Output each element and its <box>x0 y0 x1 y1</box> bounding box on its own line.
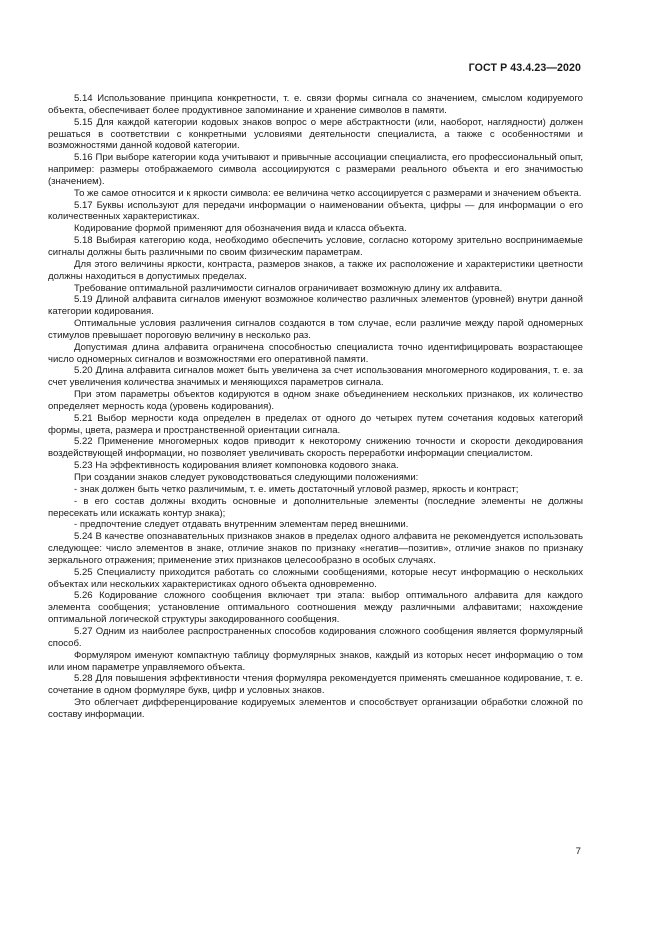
paragraph: Кодирование формой применяют для обозначения вида и класса объекта. <box>74 223 407 235</box>
paragraph: 5.18 Выбирая категорию кода, необходимо обеспечить условие, согласно которому зрительно воспринимаемые сигналы должны быть различными по своим физическим параметрам. <box>48 235 583 258</box>
paragraph: 5.16 При выборе категории кода учитывают и привычные ассоциации специалиста, его профессиональный опыт, например: размеры отображаемого символа ассоциируются с размерами реального объекта и его значимостью (значением). <box>48 152 583 187</box>
paragraph: Допустимая длина алфавита ограничена способностью специалиста точно идентифицировать возрастающее число одномерных сигналов и возможностями его оперативной памяти. <box>48 341 583 365</box>
paragraph: 5.22 Применение многомерных кодов приводит к некоторому снижению точности и скорости декодирования воздействующей информации, но позволяет увеличивать скорость переработки информации специалистом. <box>48 436 583 460</box>
document-header <box>469 62 581 74</box>
paragraph: Для этого величины яркости, контраста, размеров знаков, а также их расположение и характеристики цветности должны находиться в допустимых пределах. <box>48 258 583 282</box>
paragraph: Оптимальные условия различения сигналов создаются в том случае, если различие между парой одномерных стимулов превышает пороговую величину в несколько раз. <box>48 318 583 341</box>
paragraph: При создании знаков следует руководствоваться следующими положениями: <box>74 472 419 483</box>
paragraph: 5.25 Специалисту приходится работать со сложными сообщениями, которые несут информацию о нескольких объектах или нескольких характеристиках одного объекта одновременно. <box>48 566 583 590</box>
page-number: 7 <box>575 846 581 857</box>
list-item: - в его состав должны входить основные и дополнительные элементы (последние элементы не должны пересекать или искажать контур знака); <box>48 495 583 519</box>
paragraph: 5.19 Длиной алфавита сигналов именуют возможное количество различных элементов (уровней) внутри данной категории кодирования. <box>48 294 583 318</box>
paragraph: Формуляром именуют компактную таблицу формулярных знаков, каждый из которых несет информацию о том или ином параметре управляемого объекта. <box>48 649 583 673</box>
paragraph: 5.23 На эффективность кодирования влияет компоновка кодового знака. <box>74 460 399 472</box>
paragraph: 5.27 Одним из наиболее распространенных способов кодирования сложного сообщения является формулярный способ. <box>48 625 583 649</box>
paragraph: 5.15 Для каждой категории кодовых знаков вопрос о мере абстрактности (или, наоборот, наглядности) должен решаться в соответствии с конкретными условиями деятельности специалиста, а также с особенностями и возможностями данной кодовой категории. <box>48 116 583 152</box>
paragraph: То же самое относится и к яркости символа: ее величина четко ассоциируется с размерами и значением объекта. <box>74 187 582 199</box>
paragraph: 5.28 Для повышения эффективности чтения формуляра рекомендуется применять смешанное кодирование, т. е. сочетание в одном формуляре букв, цифр и условных знаков. <box>48 673 583 697</box>
document-body <box>48 93 583 721</box>
paragraph: Это облегчает дифференцирование кодируемых элементов и способствует организации обработки сложной по составу информации. <box>48 697 583 720</box>
paragraph: 5.26 Кодирование сложного сообщения включает три этапа: выбор оптимального алфавита для каждого элемента сообщения; установление оптимального соотношения между различными алфавитами; нахождение оптимальной логической структуры закодированного сообщения. <box>48 590 583 626</box>
paragraph: 5.20 Длина алфавита сигналов может быть увеличена за счет использования многомерного кодирования, т. е. за счет увеличения количества значимых и меняющихся параметров сигнала. <box>48 365 583 389</box>
paragraph: Требование оптимальной различимости сигналов ограничивает возможную длину их алфавита. <box>74 282 503 294</box>
paragraph: 5.24 В качестве опознавательных признаков знаков в пределах одного алфавита не рекомендуется использовать следующее: число элементов в знаке, отличие знаков по признаку «негатив—позитив», отличие знаков по признаку зеркального отражения; применение этих признаков целесообразно в особых случаях. <box>48 531 583 566</box>
standard-code: ГОСТ Р 43.4.23—2020 <box>468 62 581 74</box>
list-item: - предпочтение следует отдавать внутренним элементам перед внешними. <box>74 519 409 531</box>
paragraph: 5.21 Выбор мерности кода определен в пределах от одного до четырех путем сочетания кодовых категорий формы, цвета, размера и пространственной ориентации сигнала. <box>48 412 583 436</box>
paragraph: При этом параметры объектов кодируются в одном знаке объединением нескольких признаков, их количество определяет мерность кода (уровень кодирования). <box>48 389 583 412</box>
paragraph: 5.17 Буквы используют для передачи информации о наименовании объекта, цифры — для информации о его количественных характеристиках. <box>48 199 583 223</box>
list-item: - знак должен быть четко различимым, т. е. иметь достаточный угловой размер, яркость и контраст; <box>74 483 519 495</box>
paragraph: 5.14 Использование принципа конкретности, т. е. связи формы сигнала со значением, смыслом кодируемого объекта, обеспечивает более продуктивное запоминание и хранение символов в памяти. <box>48 93 583 116</box>
